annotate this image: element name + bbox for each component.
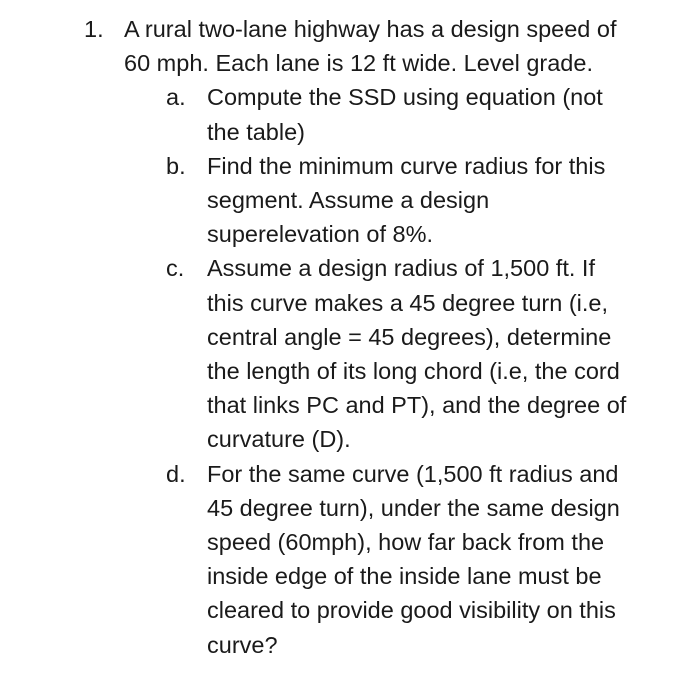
sub-question-line: that links PC and PT), and the degree of (207, 392, 627, 419)
sub-question-a (166, 80, 646, 148)
sub-question-text (207, 251, 646, 456)
sub-question-text (207, 80, 646, 148)
problem-line: A rural two-lane highway has a design speed of (124, 16, 617, 42)
sub-question-c (166, 251, 646, 456)
problem-1 (84, 12, 684, 662)
sub-question-label: d. (166, 460, 186, 487)
sub-question-label: c. (166, 255, 185, 282)
sub-question-line: central angle = 45 degrees), determine (207, 323, 612, 350)
sub-question-line: For the same curve (1,500 ft radius and (207, 460, 619, 487)
sub-question-line: speed (60mph), how far back from the (207, 529, 605, 556)
sub-question-line: Assume a design radius of 1,500 ft. If (207, 255, 595, 282)
sub-question-d (166, 457, 646, 662)
sub-question-line: Compute the SSD using equation (not (207, 84, 603, 111)
problem-text (124, 12, 664, 80)
sub-question-line: cleared to provide good visibility on this (207, 597, 616, 624)
sub-question-list (166, 80, 646, 661)
problem-line: 60 mph. Each lane is 12 ft wide. Level grade. (124, 50, 593, 77)
sub-question-line: segment. Assume a design (207, 187, 490, 214)
sub-question-line: this curve makes a 45 degree turn (i.e, (207, 289, 609, 316)
sub-question-line: the length of its long chord (i.e, the cord (207, 358, 620, 385)
sub-question-line: the table) (207, 118, 305, 145)
sub-question-text (207, 149, 646, 252)
sub-question-line: 45 degree turn), under the same design (207, 494, 620, 521)
sub-question-line: curve? (207, 631, 278, 658)
sub-question-line: curvature (D). (207, 426, 351, 453)
sub-question-label: a. (166, 84, 186, 111)
sub-question-line: superelevation of 8%. (207, 221, 434, 248)
sub-question-label: b. (166, 152, 186, 179)
sub-question-text (207, 457, 646, 662)
sub-question-b (166, 149, 646, 252)
sub-question-line: inside edge of the inside lane must be (207, 563, 602, 590)
problem-statement (84, 12, 684, 80)
sub-question-line: Find the minimum curve radius for this (207, 152, 606, 179)
problem-number: 1. (84, 16, 104, 42)
